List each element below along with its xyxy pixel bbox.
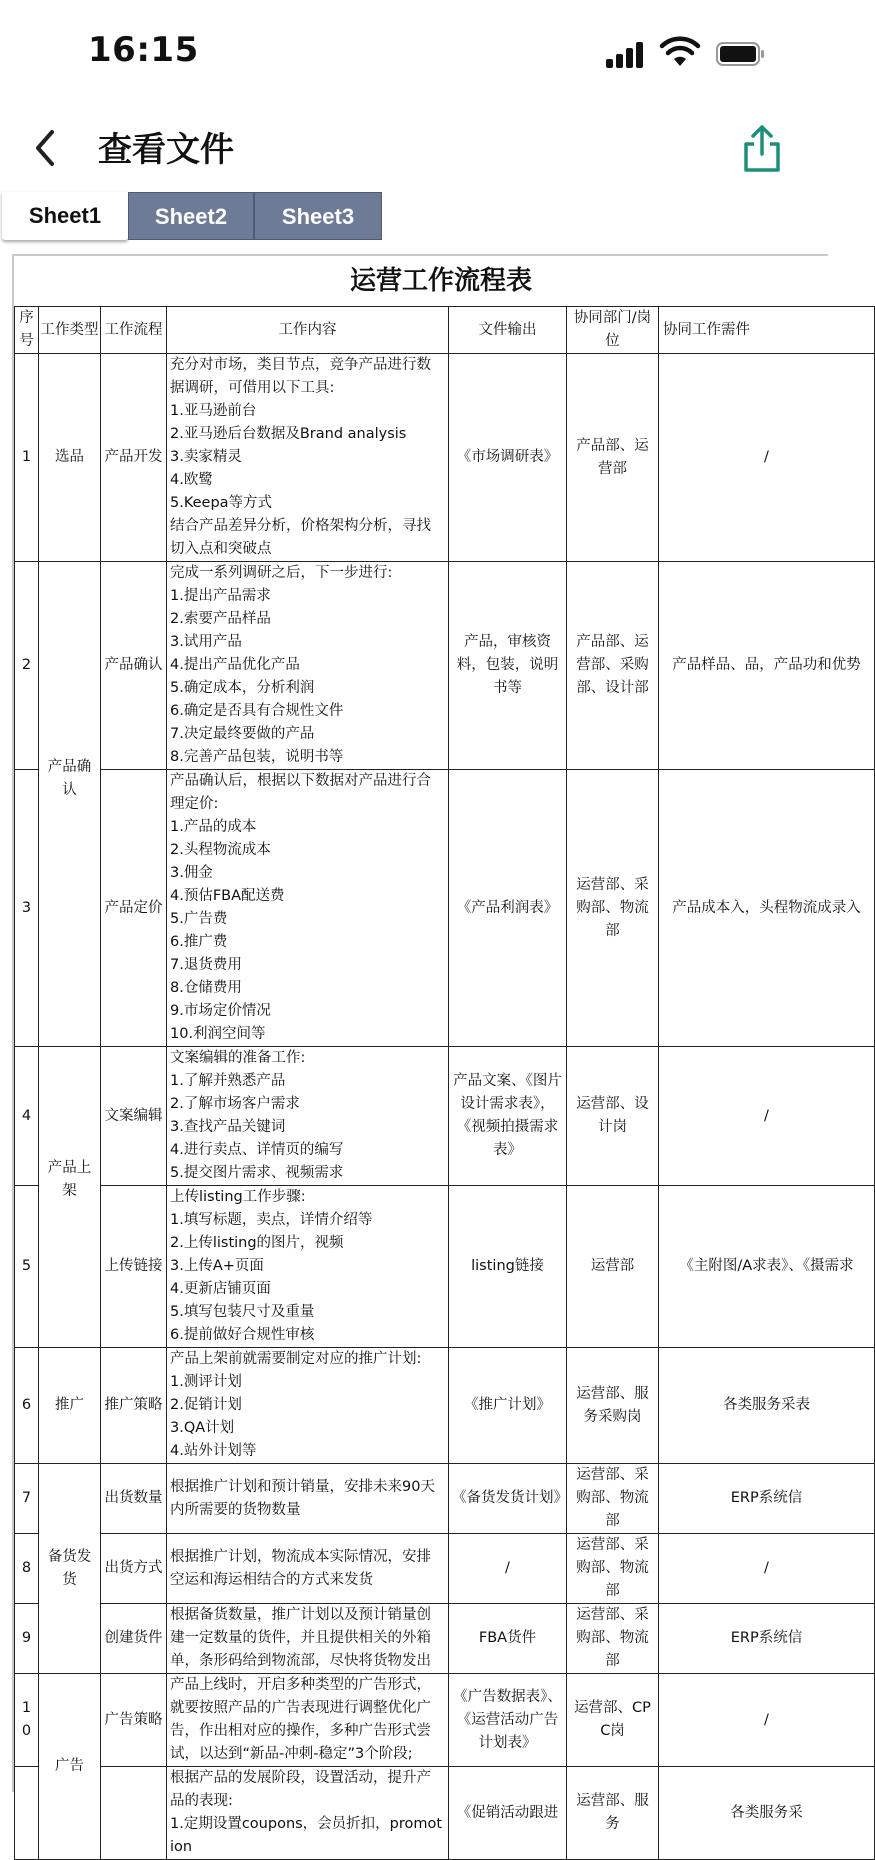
cell-flow[interactable]: 上传链接	[101, 1186, 167, 1348]
cell-content[interactable]	[167, 1534, 449, 1604]
content-line: 充分对市场，类目节点，竞争产品进行数据调研，可借用以下工具:	[170, 357, 431, 396]
content-line: 4.欧鹭	[170, 472, 213, 488]
cell-type[interactable]: 广告	[39, 1674, 101, 1860]
content-line: 4.预估FBA配送费	[170, 888, 285, 904]
content-line: 5.广告费	[170, 911, 228, 927]
table-row	[15, 354, 875, 562]
cell-need[interactable]: ERP系统信	[659, 1604, 875, 1674]
content-line: 2.亚马逊后台数据及Brand analysis	[170, 426, 407, 442]
content-line: 产品上线时，开启多种类型的广告形式，就要按照产品的广告表现进行调整优化广告，作出相对应的操作，多种广告形式尝试，以达到“新品-冲刺-稳定”3个阶段;	[170, 1677, 431, 1762]
cell-content[interactable]	[167, 1674, 449, 1767]
header-cell-no: 序号	[15, 307, 39, 354]
cell-content[interactable]	[167, 770, 449, 1047]
table-row	[15, 1604, 875, 1674]
page-title: 查看文件	[98, 130, 234, 170]
cell-type[interactable]: 备货发货	[39, 1464, 101, 1674]
cell-flow[interactable]: 文案编辑	[101, 1047, 167, 1186]
cell-need[interactable]: ERP系统信	[659, 1464, 875, 1534]
table-row	[15, 770, 875, 1047]
content-line: 2.促销计划	[170, 1397, 242, 1413]
cell-flow[interactable]: 出货数量	[101, 1464, 167, 1534]
cell-dept[interactable]: 运营部	[567, 1186, 659, 1348]
cell-need[interactable]: /	[659, 1674, 875, 1767]
cell-dept[interactable]: 运营部、CPC岗	[567, 1674, 659, 1767]
cell-need[interactable]: 产品成本入，头程物流成录入	[659, 770, 875, 1047]
back-chevron-icon[interactable]	[28, 124, 64, 172]
cell-content[interactable]	[167, 354, 449, 562]
cell-no[interactable]: 7	[15, 1464, 39, 1534]
header-cell-content: 工作内容	[167, 307, 449, 354]
cell-content[interactable]	[167, 1767, 449, 1860]
content-line: 5.确定成本，分析利润	[170, 680, 315, 696]
cell-flow[interactable]: 产品确认	[101, 562, 167, 770]
content-line: 7.退货费用	[170, 957, 242, 973]
content-line: 3.佣金	[170, 865, 213, 881]
content-line: 2.索要产品样品	[170, 611, 271, 627]
wifi-icon	[660, 38, 700, 68]
cell-output[interactable]: 《广告数据表》、《运营活动广告计划表》	[449, 1674, 567, 1767]
cell-need[interactable]: 《主附图/A求表》、《摄需求	[659, 1186, 875, 1348]
cell-need[interactable]: 各类服务采表	[659, 1348, 875, 1464]
status-bar	[0, 0, 828, 100]
content-line: 根据产品的发展阶段，设置活动，提升产品的表现:	[170, 1770, 431, 1809]
header-cell-flow: 工作流程	[101, 307, 167, 354]
cell-no[interactable]: 10	[15, 1674, 39, 1767]
cell-need[interactable]: /	[659, 1047, 875, 1186]
cell-dept[interactable]: 运营部、设计岗	[567, 1047, 659, 1186]
content-line: 3.上传A+页面	[170, 1258, 264, 1274]
table-row	[15, 1674, 875, 1767]
content-line: 产品上架前就需要制定对应的推广计划:	[170, 1351, 422, 1367]
cell-dept[interactable]: 运营部、采购部、物流部	[567, 1534, 659, 1604]
cell-dept[interactable]: 运营部、采购部、物流部	[567, 770, 659, 1047]
cell-output[interactable]: listing链接	[449, 1186, 567, 1348]
cell-type[interactable]: 推广	[39, 1348, 101, 1464]
cell-output[interactable]: 产品文案、《图片设计需求表》，《视频拍摄需求表》	[449, 1047, 567, 1186]
content-line: 1.测评计划	[170, 1374, 242, 1390]
cell-type[interactable]: 产品上架	[39, 1047, 101, 1348]
content-line: 2.上传listing的图片，视频	[170, 1235, 344, 1251]
content-line: 3.查找产品关键词	[170, 1119, 286, 1135]
cell-output[interactable]: 《产品利润表》	[449, 770, 567, 1047]
content-line: 根据推广计划，物流成本实际情况，安排空运和海运相结合的方式来发货	[170, 1548, 431, 1588]
content-line: 5.Keepa等方式	[170, 495, 273, 511]
cell-no[interactable]: 4	[15, 1047, 39, 1186]
cell-content[interactable]	[167, 1604, 449, 1674]
workflow-table	[14, 306, 875, 1860]
table-row	[15, 1047, 875, 1186]
content-line: 根据备货数量，推广计划以及预计销量创建一定数量的货件，并且提供相关的外箱单，条形码给到物流部，尽快将货物发出	[170, 1607, 431, 1669]
tab-sheet2[interactable]: Sheet2	[128, 192, 254, 240]
tab-sheet3[interactable]: Sheet3	[254, 192, 382, 240]
cell-flow[interactable]: 创建货件	[101, 1604, 167, 1674]
cell-no[interactable]: 9	[15, 1604, 39, 1674]
tab-sheet1[interactable]: Sheet1	[2, 192, 128, 240]
cell-need[interactable]: /	[659, 1534, 875, 1604]
cell-content[interactable]	[167, 1464, 449, 1534]
content-line: 1.提出产品需求	[170, 588, 271, 604]
table-row	[15, 1767, 875, 1860]
spreadsheet[interactable]	[12, 254, 861, 1855]
cell-content[interactable]	[167, 1186, 449, 1348]
content-line: 5.提交图片需求、视频需求	[170, 1165, 344, 1181]
cell-no[interactable]: 2	[15, 562, 39, 770]
cell-need[interactable]: 产品样品、品，产品功和优势	[659, 562, 875, 770]
cell-no[interactable]: 5	[15, 1186, 39, 1348]
content-line: 2.了解市场客户需求	[170, 1096, 300, 1112]
content-line: 4.提出产品优化产品	[170, 657, 300, 673]
content-line: 2.头程物流成本	[170, 842, 271, 858]
content-line: 8.仓储费用	[170, 980, 242, 996]
content-line: 1.产品的成本	[170, 819, 257, 835]
cell-output[interactable]: 《促销活动跟进	[449, 1767, 567, 1860]
cell-output[interactable]: 《备货发货计划》	[449, 1464, 567, 1534]
cell-output[interactable]: /	[449, 1534, 567, 1604]
cell-content[interactable]	[167, 1348, 449, 1464]
cell-output[interactable]: 产品，审核资料，包装，说明书等	[449, 562, 567, 770]
sheet-tabs	[0, 192, 828, 242]
cell-need[interactable]: /	[659, 354, 875, 562]
share-icon[interactable]	[740, 124, 784, 174]
content-line: 10.利润空间等	[170, 1026, 266, 1042]
content-line: 7.决定最终要做的产品	[170, 726, 315, 742]
content-line: 上传listing工作步骤:	[170, 1189, 306, 1205]
cell-content[interactable]	[167, 1047, 449, 1186]
cell-dept[interactable]: 运营部、采购部、物流部	[567, 1464, 659, 1534]
content-line: 3.试用产品	[170, 634, 242, 650]
table-row	[15, 1464, 875, 1534]
cell-output[interactable]: 《市场调研表》	[449, 354, 567, 562]
content-line: 文案编辑的准备工作:	[170, 1050, 306, 1066]
table-row	[15, 1348, 875, 1464]
cell-flow[interactable]: 推广策略	[101, 1348, 167, 1464]
header-cell-output: 文件输出	[449, 307, 567, 354]
cell-no[interactable]: 3	[15, 770, 39, 1047]
cell-flow[interactable]	[101, 1767, 167, 1860]
cell-type[interactable]: 选品	[39, 354, 101, 562]
cell-flow[interactable]: 产品定价	[101, 770, 167, 1047]
cell-no[interactable]	[15, 1767, 39, 1860]
table-body	[15, 354, 875, 1860]
cell-type[interactable]: 产品确认	[39, 562, 101, 1047]
cell-flow[interactable]: 出货方式	[101, 1534, 167, 1604]
cell-dept[interactable]: 产品部、运营部、采购部、设计部	[567, 562, 659, 770]
nav-bar	[0, 108, 828, 188]
content-line: 1.亚马逊前台	[170, 403, 257, 419]
content-line: 4.更新店铺页面	[170, 1281, 271, 1297]
content-line: 8.完善产品包装，说明书等	[170, 749, 344, 765]
content-line: 1.了解并熟悉产品	[170, 1073, 286, 1089]
content-line: 1.定期设置coupons，会员折扣，promotion	[170, 1816, 443, 1855]
content-line: 产品确认后，根据以下数据对产品进行合理定价:	[170, 773, 431, 812]
content-line: 3.QA计划	[170, 1420, 235, 1436]
cell-dept[interactable]: 运营部、服务采购岗	[567, 1348, 659, 1464]
header-cell-dept: 协同部门/岗位	[567, 307, 659, 354]
header-cell-type: 工作类型	[39, 307, 101, 354]
cell-content[interactable]	[167, 562, 449, 770]
content-line: 6.推广费	[170, 934, 228, 950]
cellular-signal-icon	[606, 42, 646, 68]
content-line: 根据推广计划和预计销量，安排未来90天内所需要的货物数量	[170, 1478, 435, 1518]
content-line: 4.站外计划等	[170, 1443, 257, 1459]
cell-no[interactable]: 1	[15, 354, 39, 562]
content-line: 6.提前做好合规性审核	[170, 1327, 315, 1343]
table-row	[15, 562, 875, 770]
content-line: 9.市场定价情况	[170, 1003, 271, 1019]
cell-dept[interactable]: 运营部、采购部、物流部	[567, 1604, 659, 1674]
table-row	[15, 1534, 875, 1604]
cell-dept[interactable]: 产品部、运营部	[567, 354, 659, 562]
table-row	[15, 1186, 875, 1348]
cell-flow[interactable]: 产品开发	[101, 354, 167, 562]
header-cell-need: 协同工作需件	[659, 307, 875, 354]
status-time: 16:15	[88, 30, 199, 70]
content-line: 结合产品差异分析，价格架构分析，寻找切入点和突破点	[170, 518, 431, 557]
content-line: 4.进行卖点、详情页的编写	[170, 1142, 344, 1158]
content-line: 完成一系列调研之后，下一步进行:	[170, 565, 393, 581]
cell-dept[interactable]: 运营部、服务	[567, 1767, 659, 1860]
content-line: 1.填写标题，卖点，详情介绍等	[170, 1212, 373, 1228]
content-line: 6.确定是否具有合规性文件	[170, 703, 344, 719]
cell-no[interactable]: 8	[15, 1534, 39, 1604]
cell-no[interactable]: 6	[15, 1348, 39, 1464]
battery-icon	[716, 42, 766, 66]
sheet-title: 运营工作流程表	[349, 266, 532, 296]
content-line: 5.填写包装尺寸及重量	[170, 1304, 315, 1320]
cell-flow[interactable]: 广告策略	[101, 1674, 167, 1767]
cell-output[interactable]: 《推广计划》	[449, 1348, 567, 1464]
content-line: 3.卖家精灵	[170, 449, 242, 465]
cell-need[interactable]: 各类服务采	[659, 1767, 875, 1860]
cell-output[interactable]: FBA货件	[449, 1604, 567, 1674]
